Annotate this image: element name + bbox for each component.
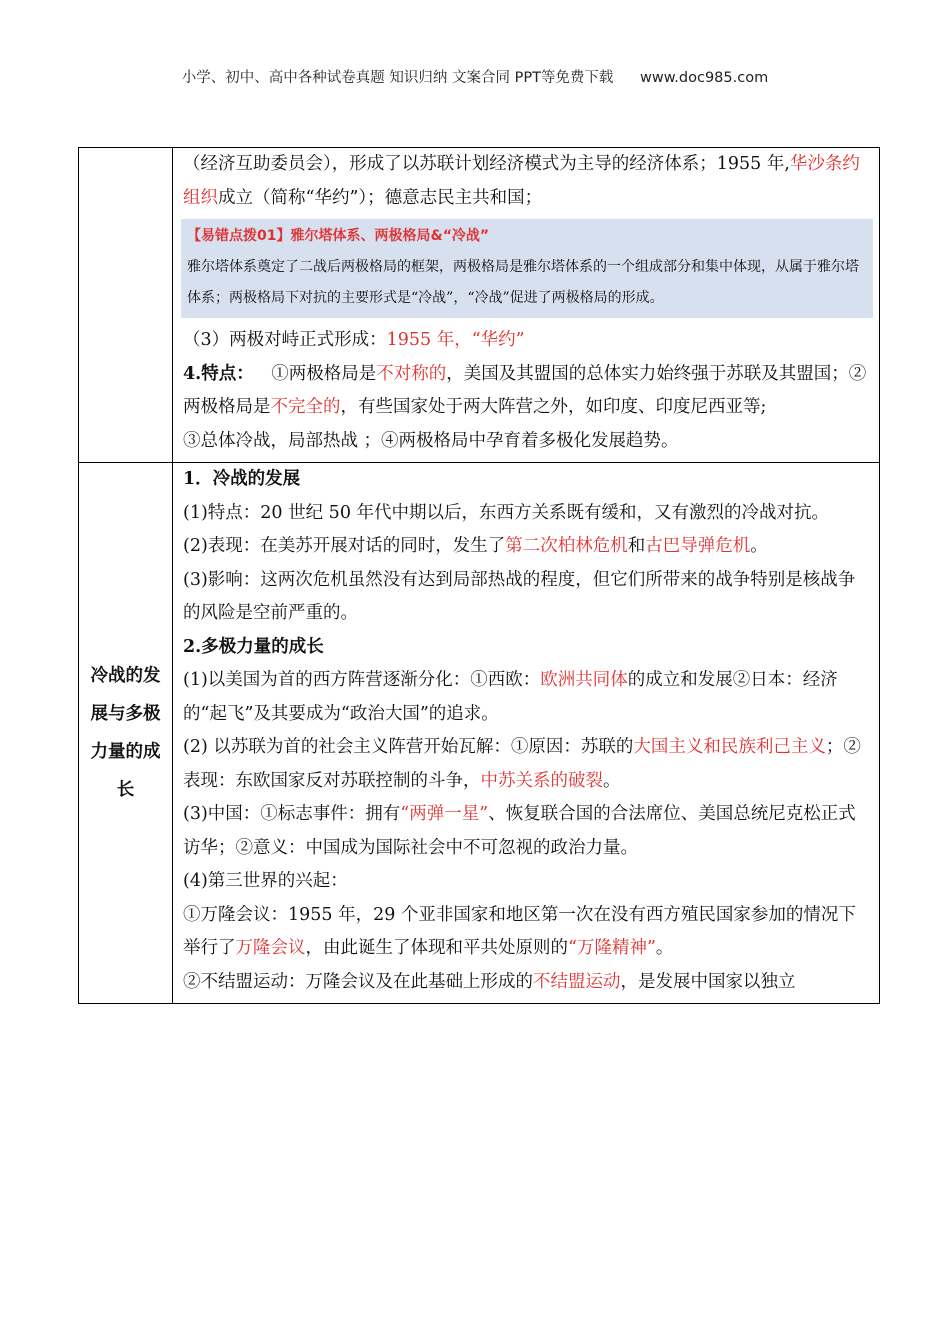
paragraph: （3）两极对峙正式形成：1955 年，“华约” (183, 330, 525, 350)
paragraph: (4)第三世界的兴起： (183, 871, 348, 891)
highlight-term: 大国主义和民族利己主义 (633, 737, 826, 757)
table-row (79, 148, 880, 463)
row-label-cell (79, 148, 173, 463)
section-heading: 2.多极力量的成长 (183, 636, 324, 657)
tip-box (181, 219, 873, 318)
page-header (0, 66, 950, 87)
section-heading: 1．冷战的发展 (183, 469, 301, 489)
header-text: 小学、初中、高中各种试卷真题 知识归纳 文案合同 PPT等免费下载 (181, 70, 614, 86)
paragraph: ③总体冷战，局部热战 ；④两极格局中孕育着多极化发展趋势。 (183, 430, 679, 451)
row-label-cell (79, 463, 173, 1004)
highlight-term: 1955 年，“华约” (386, 330, 525, 350)
highlight-term: 万隆会议 (235, 938, 306, 958)
paragraph: (3)中国：①标志事件：拥有“两弹一星”、恢复联合国的合法席位、美国总统尼克松正式访华；②意义：中国成为国际社会中不可忽视的政治力量。 (183, 804, 856, 858)
highlight-term: 华沙条约组织 (183, 154, 860, 208)
section-label: 4.特点： (183, 363, 254, 384)
header-url[interactable]: www.doc985.com (640, 70, 769, 86)
highlight-term: 第二次柏林危机 (505, 536, 628, 556)
highlight-term: “万隆精神” (568, 938, 656, 958)
paragraph: (2)表现：在美苏开展对话的同时，发生了第二次柏林危机和古巴导弹危机。 (183, 536, 768, 556)
row-content-cell (173, 148, 880, 463)
paragraph: ①万隆会议：1955 年，29 个亚非国家和地区第一次在没有西方殖民国家参加的情况下举行了万隆会议，由此诞生了体现和平共处原则的“万隆精神”。 (183, 904, 856, 958)
highlight-term: 古巴导弹危机 (645, 536, 751, 556)
tip-body: 雅尔塔体系奠定了二战后两极格局的框架，两极格局是雅尔塔体系的一个组成部分和集中体现，从属于雅尔塔体系；两极格局下对抗的主要形式是“冷战”，“冷战”促进了两极格局的形成。 (187, 259, 859, 306)
highlight-term: 不对称的 (376, 363, 447, 384)
paragraph: (1)以美国为首的西方阵营逐渐分化：①西欧：欧洲共同体的成立和发展②日本：经济的“起飞”及其要成为“政治大国”的追求。 (183, 670, 838, 724)
highlight-term: 不结盟运动 (533, 971, 621, 992)
paragraph: (3)影响：这两次危机虽然没有达到局部热战的程度，但它们所带来的战争特别是核战争的风险是空前严重的。 (183, 569, 856, 623)
table-row (79, 463, 880, 1004)
paragraph: ②不结盟运动：万隆会议及在此基础上形成的不结盟运动，是发展中国家以独立 (183, 971, 796, 992)
paragraph: （经济互助委员会），形成了以苏联计划经济模式为主导的经济体系；1955 年,华沙条约组织成立（简称“华约”）；德意志民主共和国； (183, 154, 860, 208)
notes-table (78, 147, 880, 1004)
highlight-term: 中苏关系的破裂 (480, 770, 603, 791)
paragraph: 4.特点： ①两极格局是不对称的，美国及其盟国的总体实力始终强于苏联及其盟国；②两极格局是不完全的，有些国家处于两大阵营之外，如印度、印度尼西亚等; (183, 363, 867, 417)
row-content-cell (173, 463, 880, 1004)
highlight-term: “两弹一星” (400, 804, 489, 824)
tip-title: 【易错点拨01】雅尔塔体系、两极格局&“冷战” (187, 228, 490, 244)
paragraph: (2) 以苏联为首的社会主义阵营开始瓦解：①原因：苏联的大国主义和民族利己主义；②表现：东欧国家反对苏联控制的斗争，中苏关系的破裂。 (183, 737, 861, 791)
row-label: 冷战的发 展与多极 力量的成 长 (90, 666, 161, 800)
highlight-term: 欧洲共同体 (540, 670, 628, 690)
paragraph: (1)特点：20 世纪 50 年代中期以后，东西方关系既有缓和，又有激烈的冷战对抗。 (183, 502, 830, 523)
highlight-term: 不完全的 (270, 397, 341, 417)
